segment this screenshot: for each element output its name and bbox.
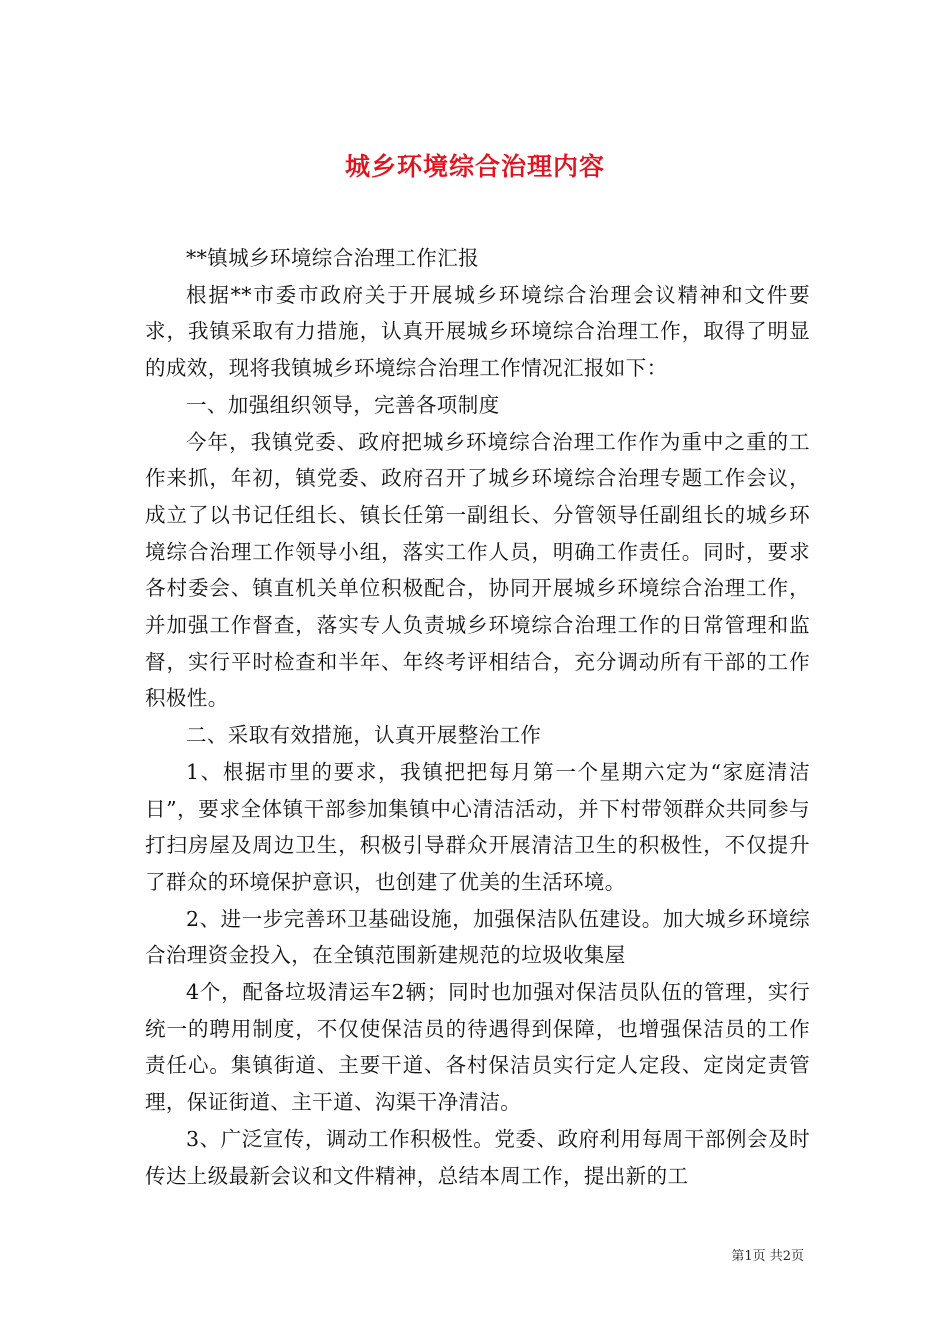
document-body (145, 240, 810, 1194)
intro-paragraph: 根据**市委市政府关于开展城乡环境综合治理会议精神和文件要求，我镇采取有力措施，认真开展城乡环境综合治理工作，取得了明显的成效，现将我镇城乡环境综合治理工作情况汇报如下： (145, 282, 810, 381)
page-title: 城乡环境综合治理内容 (344, 151, 605, 181)
measure-2-continued-paragraph: 4个，配备垃圾清运车2辆；同时也加强对保洁员队伍的管理，实行统一的聘用制度，不仅使保洁员的待遇得到保障，也增强保洁员的工作责任心。集镇街道、主要干道、各村保洁员实行定人定段、定岗定责管理，保证街道、主干道、沟渠干净清洁。 (145, 980, 810, 1115)
page-number: 第1页 共2页 (731, 1249, 804, 1264)
measure-1-paragraph: 1、根据市里的要求，我镇把把每月第一个星期六定为“家庭清洁日”，要求全体镇干部参加集镇中心清洁活动，并下村带领群众共同参与打扫房屋及周边卫生，积极引导群众开展清洁卫生的积极性，不仅提升了群众的环境保护意识，也创建了优美的生活环境。 (145, 759, 810, 894)
measure-2-paragraph: 2、进一步完善环卫基础设施，加强保洁队伍建设。加大城乡环境综合治理资金投入，在全镇范围新建规范的垃圾收集屋 (145, 906, 810, 968)
section-heading-1: 一、加强组织领导，完善各项制度 (186, 392, 500, 417)
section-1-paragraph: 今年，我镇党委、政府把城乡环境综合治理工作作为重中之重的工作来抓，年初，镇党委、政府召开了城乡环境综合治理专题工作会议，成立了以书记任组长、镇长任第一副组长、分管领导任副组长的城乡环境综合治理工作领导小组，落实工作人员，明确工作责任。同时，要求各村委会、镇直机关单位积极配合，协同开展城乡环境综合治理工作，并加强工作督查，落实专人负责城乡环境综合治理工作的日常管理和监督，实行平时检查和半年、年终考评相结合，充分调动所有干部的工作积极性。 (145, 429, 810, 711)
section-heading-2: 二、采取有效措施，认真开展整治工作 (186, 723, 542, 748)
report-heading: **镇城乡环境综合治理工作汇报 (186, 246, 479, 270)
measure-3-paragraph: 3、广泛宣传，调动工作积极性。党委、政府利用每周干部例会及时传达上级最新会议和文件精神，总结本周工作，提出新的工 (145, 1126, 810, 1188)
